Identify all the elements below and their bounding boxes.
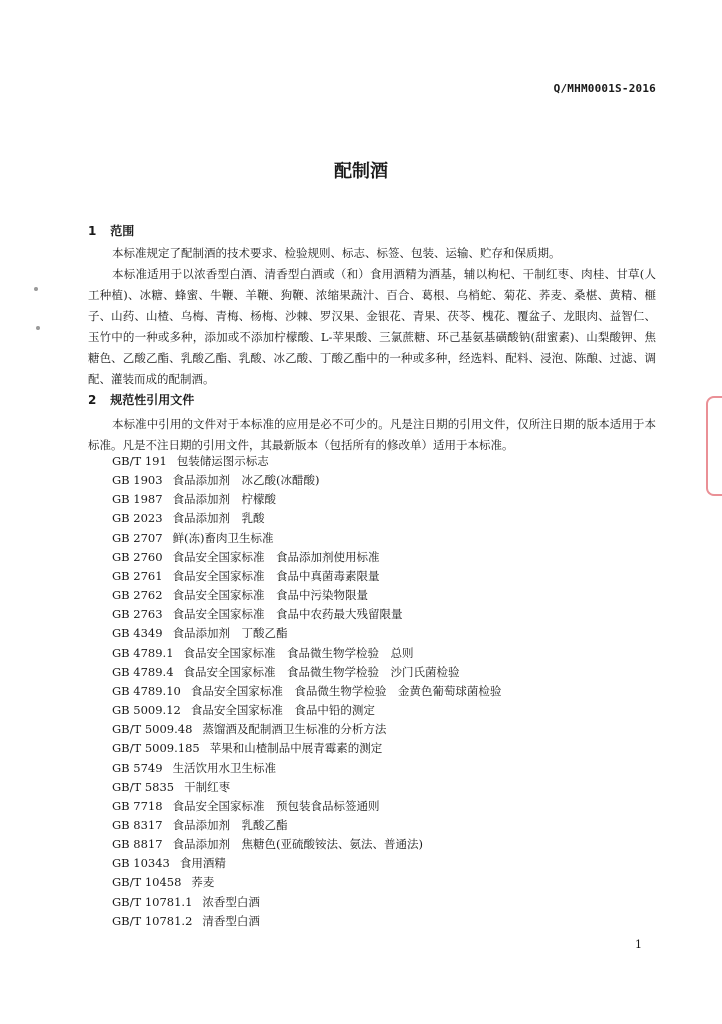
reference-name: 浓香型白酒 bbox=[202, 894, 260, 909]
reference-code: GB 4789.1 bbox=[112, 645, 174, 660]
reference-code: GB 10343 bbox=[112, 856, 170, 871]
list-item bbox=[112, 663, 501, 682]
reference-code: GB/T 191 bbox=[112, 454, 167, 468]
reference-name: 食品添加剂 乳酸 bbox=[172, 511, 265, 526]
reference-code: GB 4349 bbox=[112, 626, 163, 641]
document-title: 配制酒 bbox=[334, 161, 388, 182]
reference-code: GB 2761 bbox=[112, 568, 163, 583]
reference-name: 苹果和山楂制品中展青霉素的测定 bbox=[209, 741, 383, 756]
reference-code: GB 2762 bbox=[112, 588, 163, 603]
reference-name: 食品添加剂 柠檬酸 bbox=[172, 492, 277, 507]
reference-code: GB/T 5835 bbox=[112, 779, 175, 794]
reference-code: GB 2707 bbox=[112, 530, 163, 545]
reference-name: 食品安全国家标准 食品微生物学检验 总则 bbox=[183, 645, 414, 660]
reference-code: GB 4789.4 bbox=[112, 664, 174, 679]
reference-code: GB/T 5009.185 bbox=[112, 741, 200, 756]
reference-name: 蒸馏酒及配制酒卫生标准的分析方法 bbox=[202, 722, 387, 737]
list-item bbox=[112, 893, 501, 912]
list-item bbox=[112, 873, 501, 892]
reference-name: 包装储运图示标志 bbox=[176, 454, 269, 468]
reference-name: 清香型白酒 bbox=[202, 913, 260, 928]
reference-code: GB 1987 bbox=[112, 492, 163, 507]
reference-name: 荞麦 bbox=[191, 875, 215, 890]
section-1-heading bbox=[88, 222, 134, 239]
reference-name: 食品安全国家标准 食品中铅的测定 bbox=[190, 703, 375, 718]
reference-name: 食品安全国家标准 食品微生物学检验 沙门氏菌检验 bbox=[183, 664, 460, 679]
scan-artifact-mark bbox=[34, 287, 38, 291]
reference-name: 食品安全国家标准 食品微生物学检验 金黄色葡萄球菌检验 bbox=[190, 683, 502, 698]
reference-name: 食品安全国家标准 预包装食品标签通则 bbox=[172, 798, 380, 813]
list-item bbox=[112, 835, 501, 854]
list-item bbox=[112, 548, 501, 567]
reference-name: 干制红枣 bbox=[184, 779, 231, 794]
section-number: 1 bbox=[88, 224, 97, 238]
reference-code: GB 2023 bbox=[112, 511, 163, 526]
list-item bbox=[112, 701, 501, 720]
reference-code: GB 5009.12 bbox=[112, 703, 181, 718]
list-item bbox=[112, 586, 501, 605]
standard-code: Q/MHM0001S-2016 bbox=[553, 82, 656, 95]
section-1-paragraph-2: 本标准适用于以浓香型白酒、清香型白酒或（和）食用酒精为酒基，辅以枸杞、干制红枣、肉桂、甘草(人工种植)、冰糖、蜂蜜、牛鞭、羊鞭、狗鞭、浓缩果蔬汁、百合、葛根、乌梢蛇、菊花、荞麦、桑椹、黄精、榧子、山药、山楂、乌梅、青梅、杨梅、沙棘、罗汉果、金银花、青果、茯苓、槐花、覆盆子、龙眼肉、益智仁、玉竹中的一种或多种，添加或不添加柠檬酸、L-苹果酸、三氯蔗糖、环己基氨基磺酸钠(甜蜜素)、山梨酸钾、焦糖色、乙酸乙酯、乳酸乙酯、乳酸、冰乙酸、丁酸乙酯中的一种或多种，经选料、配料、浸泡、陈酿、过滤、调配、灌装而成的配制酒。 bbox=[88, 267, 656, 386]
reference-code: GB 2760 bbox=[112, 549, 163, 564]
reference-code: GB 4789.10 bbox=[112, 683, 181, 698]
list-item bbox=[112, 490, 501, 509]
list-item bbox=[112, 720, 501, 739]
list-item bbox=[112, 816, 501, 835]
list-item bbox=[112, 605, 501, 624]
list-item bbox=[112, 739, 501, 758]
reference-code: GB/T 10458 bbox=[112, 875, 182, 890]
section-title: 范围 bbox=[110, 224, 135, 238]
seal-stamp-edge bbox=[706, 396, 722, 496]
reference-code: GB 8817 bbox=[112, 837, 163, 852]
reference-name: 生活饮用水卫生标准 bbox=[172, 760, 277, 775]
reference-name: 食品添加剂 丁酸乙酯 bbox=[172, 626, 288, 641]
list-item bbox=[112, 452, 501, 471]
reference-code: GB 1903 bbox=[112, 473, 163, 488]
reference-code: GB 8317 bbox=[112, 817, 163, 832]
section-2-heading bbox=[88, 391, 194, 408]
list-item bbox=[112, 644, 501, 663]
reference-name: 食品安全国家标准 食品中污染物限量 bbox=[172, 588, 369, 603]
section-1-paragraph-1: 本标准规定了配制酒的技术要求、检验规则、标志、标签、包装、运输、贮存和保质期。 bbox=[112, 246, 561, 260]
section-title: 规范性引用文件 bbox=[110, 393, 195, 407]
reference-name: 食用酒精 bbox=[179, 856, 226, 871]
list-item bbox=[112, 624, 501, 643]
page-number: 1 bbox=[635, 938, 642, 951]
section-number: 2 bbox=[88, 393, 97, 407]
list-item bbox=[112, 682, 501, 701]
reference-code: GB 2763 bbox=[112, 607, 163, 622]
list-item bbox=[112, 509, 501, 528]
list-item bbox=[112, 778, 501, 797]
list-item bbox=[112, 567, 501, 586]
list-item bbox=[112, 912, 501, 931]
reference-name: 食品安全国家标准 食品中农药最大残留限量 bbox=[172, 607, 403, 622]
reference-code: GB/T 10781.2 bbox=[112, 913, 193, 928]
reference-code: GB 5749 bbox=[112, 760, 163, 775]
reference-name: 食品安全国家标准 食品中真菌毒素限量 bbox=[172, 568, 380, 583]
reference-name: 食品添加剂 冰乙酸(冰醋酸) bbox=[172, 473, 320, 488]
reference-code: GB/T 5009.48 bbox=[112, 722, 193, 737]
list-item bbox=[112, 759, 501, 778]
reference-name: 鲜(冻)畜肉卫生标准 bbox=[172, 530, 274, 545]
reference-name: 食品添加剂 焦糖色(亚硫酸铵法、氨法、普通法) bbox=[172, 837, 424, 852]
list-item bbox=[112, 471, 501, 490]
scan-artifact-mark bbox=[36, 326, 40, 330]
reference-name: 食品添加剂 乳酸乙酯 bbox=[172, 817, 288, 832]
section-2-paragraph-1: 本标准中引用的文件对于本标准的应用是必不可少的。凡是注日期的引用文件，仅所注日期的版本适用于本标准。凡是不注日期的引用文件，其最新版本（包括所有的修改单）适用于本标准。 bbox=[88, 417, 656, 452]
list-item bbox=[112, 797, 501, 816]
reference-code: GB/T 10781.1 bbox=[112, 894, 193, 909]
list-item bbox=[112, 529, 501, 548]
reference-code: GB 7718 bbox=[112, 798, 163, 813]
list-item bbox=[112, 854, 501, 873]
reference-name: 食品安全国家标准 食品添加剂使用标准 bbox=[172, 549, 380, 564]
normative-references-list bbox=[112, 452, 501, 931]
